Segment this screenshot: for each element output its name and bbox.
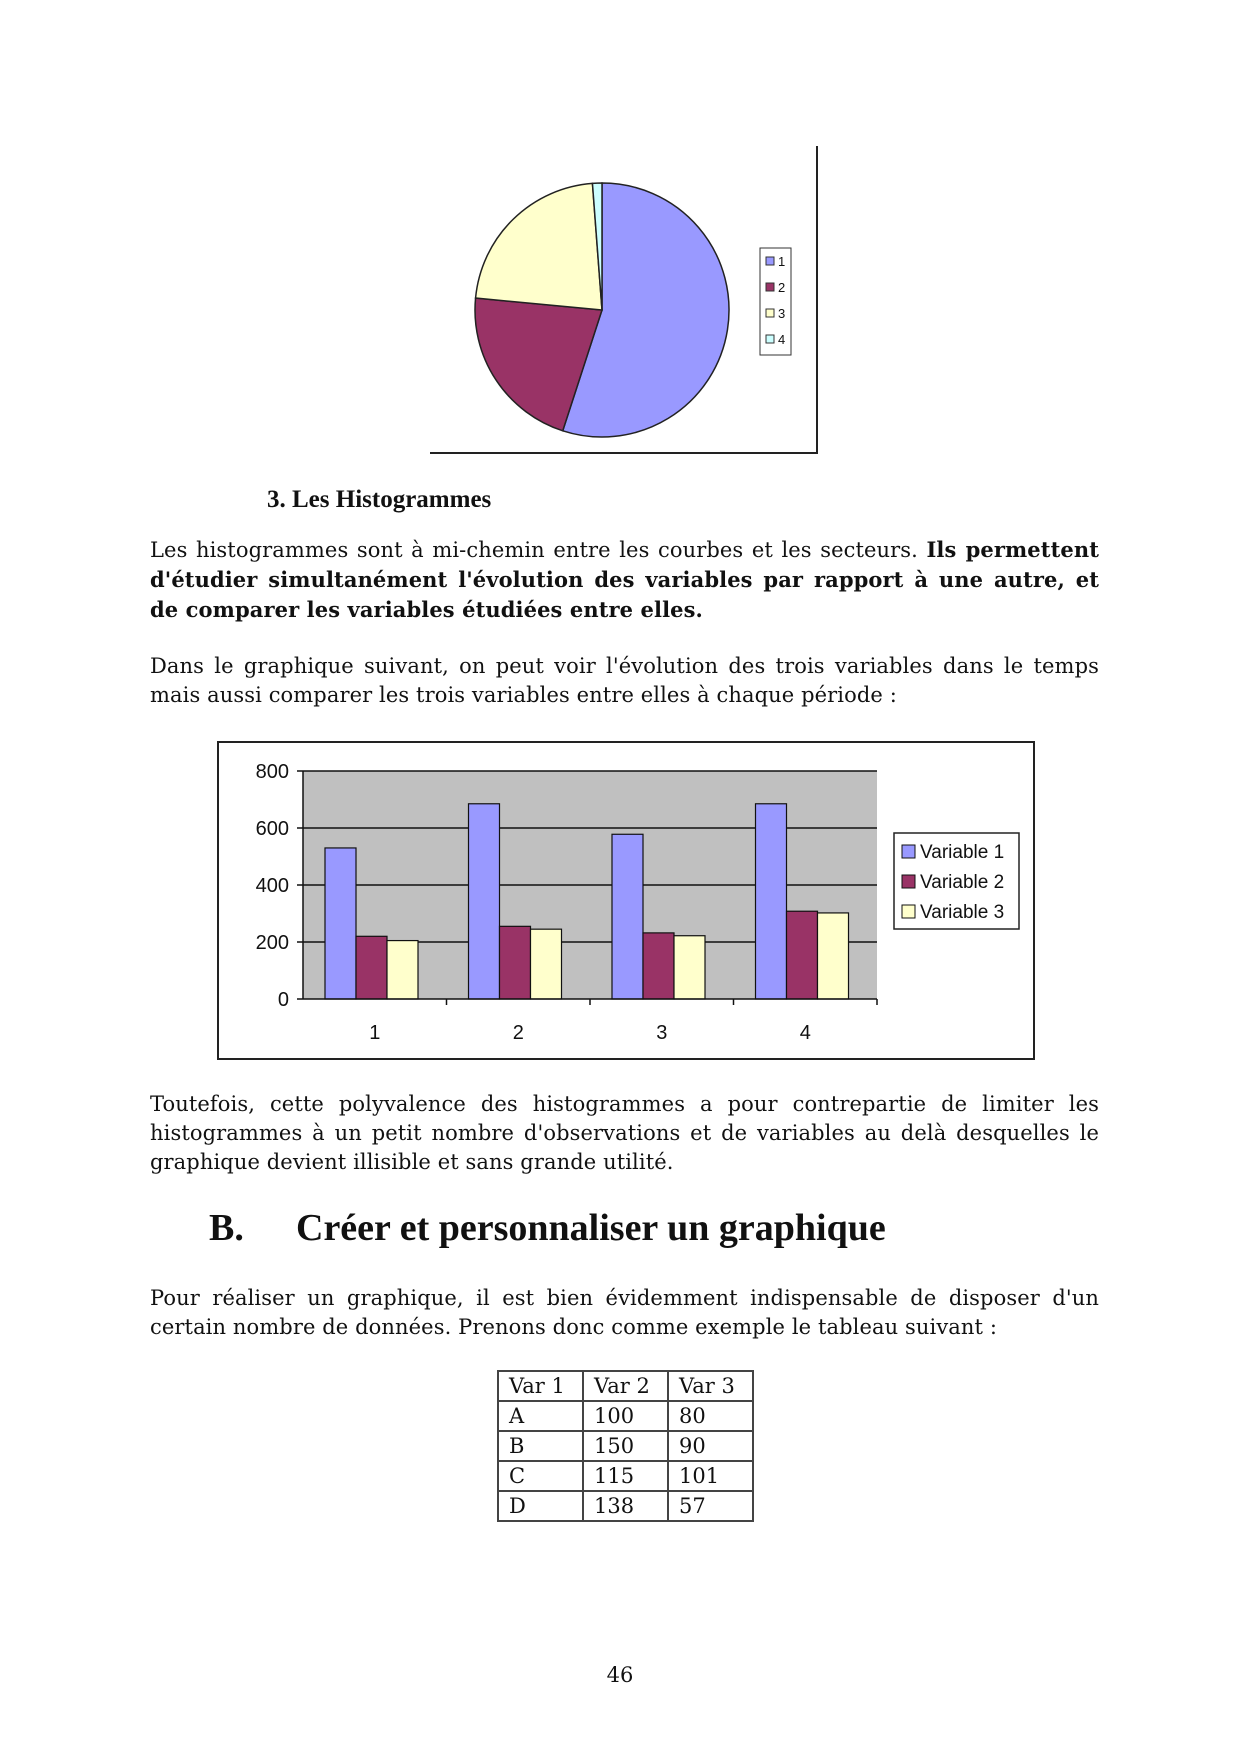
pie-legend-label: 4 <box>778 332 786 347</box>
bar-variable-3-2 <box>531 929 562 999</box>
bar-variable-3-1 <box>387 941 418 999</box>
table-header-cell: Var 3 <box>668 1371 753 1401</box>
table-cell: B <box>498 1431 583 1461</box>
table-cell: 100 <box>583 1401 668 1431</box>
table-cell: C <box>498 1461 583 1491</box>
bar-variable-2-3 <box>643 933 674 999</box>
y-tick-label: 0 <box>277 989 289 1011</box>
section-b-title: Créer et personnaliser un graphique <box>296 1207 886 1249</box>
bar-variable-2-2 <box>500 926 531 999</box>
table-header-cell: Var 2 <box>583 1371 668 1401</box>
pie-legend-label: 3 <box>778 306 786 321</box>
section-3-paragraph-2: Dans le graphique suivant, on peut voir l'évolution des trois variables dans le temps mais aussi comparer les trois variables entre elles à chaque période : <box>150 654 1099 707</box>
y-tick-label: 200 <box>255 932 289 954</box>
table-cell: 57 <box>668 1491 753 1521</box>
bar-variable-1-2 <box>469 804 500 999</box>
pie-legend-swatch <box>766 283 774 291</box>
pie-legend-swatch <box>766 335 774 343</box>
bar-variable-1-4 <box>756 804 787 999</box>
table-cell: 115 <box>583 1461 668 1491</box>
x-tick-label: 2 <box>512 1022 524 1044</box>
y-tick-label: 400 <box>255 875 289 897</box>
table-header-cell: Var 1 <box>498 1371 583 1401</box>
bar-chart <box>217 741 1035 1060</box>
bar-legend-swatch <box>902 875 915 888</box>
bar-legend-label: Variable 3 <box>920 902 1005 923</box>
table-cell: 150 <box>583 1431 668 1461</box>
bar-variable-1-1 <box>325 848 356 999</box>
table-row <box>498 1461 753 1491</box>
table-cell: D <box>498 1491 583 1521</box>
table-cell: 138 <box>583 1491 668 1521</box>
pie-chart-frame-bottom <box>430 452 818 454</box>
paragraph-1-bold: Ils permettent d'étudier simultanément l'évolution des variables par rapport à une autre, et de comparer les variables étudiées entre elles. <box>150 537 1099 622</box>
pie-slices <box>475 183 729 437</box>
pie-chart-frame-right <box>816 146 818 454</box>
pie-legend-box <box>760 248 791 355</box>
pie-chart <box>420 140 830 460</box>
bar-legend-label: Variable 2 <box>920 872 1005 893</box>
bar-variable-2-1 <box>356 936 387 999</box>
table-row <box>498 1401 753 1431</box>
pie-legend-label: 2 <box>778 280 786 295</box>
table-cell: 80 <box>668 1401 753 1431</box>
y-tick-label: 600 <box>255 818 289 840</box>
bar-variable-1-3 <box>612 834 643 999</box>
bar-legend-swatch <box>902 845 915 858</box>
paragraph-1-normal: Les histogrammes sont à mi-chemin entre les courbes et les secteurs. <box>150 538 927 562</box>
pie-legend-swatch <box>766 309 774 317</box>
bar-variable-3-4 <box>818 913 849 999</box>
bar-variable-3-3 <box>674 936 705 999</box>
x-tick-label: 4 <box>799 1022 811 1044</box>
y-tick-label: 800 <box>255 761 289 783</box>
table-cell: A <box>498 1401 583 1431</box>
page-number: 46 <box>606 1663 634 1687</box>
section-b-letter: B. <box>209 1207 244 1249</box>
section-3-paragraph-1 <box>150 535 1099 625</box>
table-row <box>498 1431 753 1461</box>
section-3-paragraph-3: Toutefois, cette polyvalence des histogrammes a pour contrepartie de limiter les histogrammes à un petit nombre d'observations et de variables au delà desquelles le graphique devient illisible et sans grande utilité. <box>150 1092 1099 1174</box>
section-3-title: 3. Les Histogrammes <box>267 486 492 513</box>
table-row <box>498 1491 753 1521</box>
bar-variable-2-4 <box>787 911 818 999</box>
pie-legend-swatch <box>766 257 774 265</box>
table-cell: 90 <box>668 1431 753 1461</box>
pie-legend-label: 1 <box>778 254 786 269</box>
data-table <box>497 1370 754 1522</box>
section-b-paragraph-1: Pour réaliser un graphique, il est bien évidemment indispensable de disposer d'un certain nombre de données. Prenons donc comme exemple le tableau suivant : <box>150 1286 1099 1339</box>
bar-legend-swatch <box>902 905 915 918</box>
bar-legend-label: Variable 1 <box>920 842 1005 863</box>
x-tick-label: 3 <box>656 1022 668 1044</box>
pie-slice-3 <box>476 183 602 310</box>
table-cell: 101 <box>668 1461 753 1491</box>
table-header-row <box>498 1371 753 1401</box>
x-tick-label: 1 <box>369 1022 381 1044</box>
